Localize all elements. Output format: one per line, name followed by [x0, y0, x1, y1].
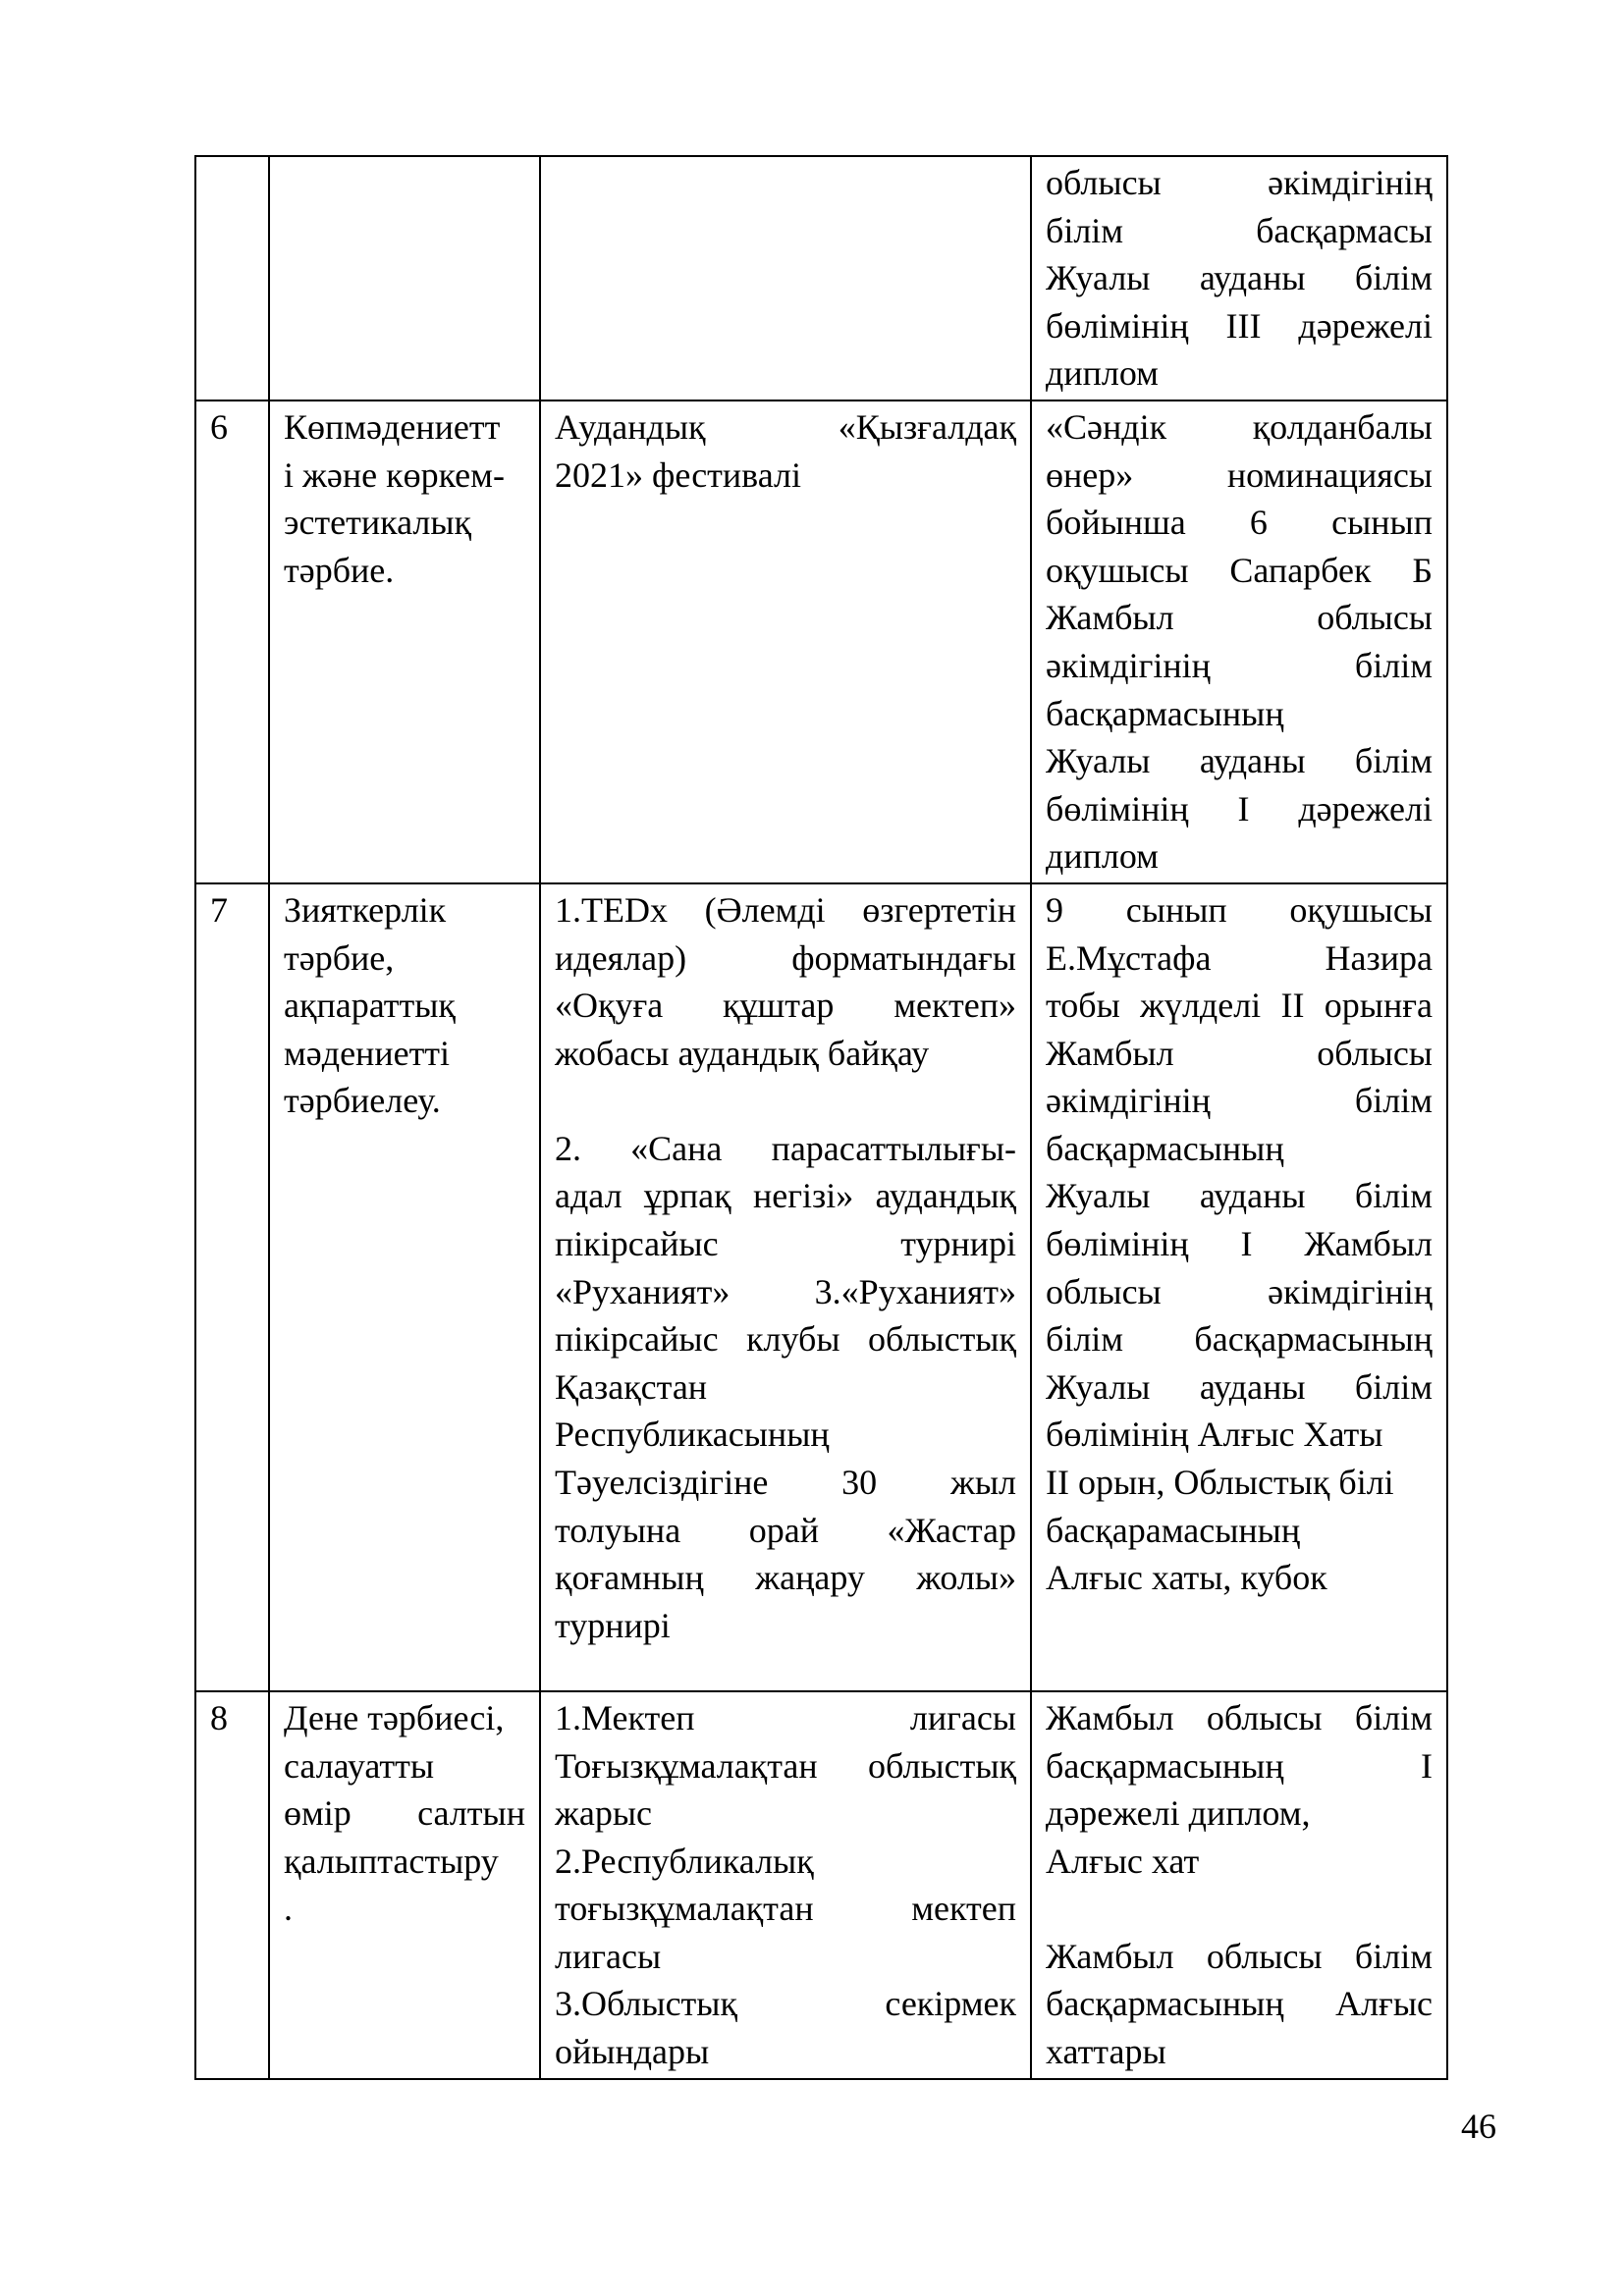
- cell-line: әкімдігінің білім: [1046, 1081, 1433, 1121]
- cell-line: бөлімінің I Жамбыл: [1046, 1224, 1433, 1264]
- cell-line: 2021» фестивалі: [555, 454, 801, 495]
- cell-line: 2.Республикалық: [555, 1841, 814, 1881]
- cell-line: өмір салтын: [284, 1793, 525, 1834]
- cell-line: 1.TEDx (Әлемді өзгертетін: [555, 889, 1016, 930]
- direction-cell: [269, 883, 540, 1691]
- cell-line: дәрежелі диплом,: [1046, 1793, 1311, 1834]
- cell-line: қалыптастыру: [284, 1841, 499, 1881]
- cell-line: білім басқармасының: [1046, 1319, 1433, 1360]
- cell-line: Жамбыл облысы білім: [1046, 1697, 1433, 1737]
- cell-line: тәрбиелеу.: [284, 1081, 441, 1121]
- cell-line: жарыс: [555, 1793, 653, 1834]
- cell-line: басқармасының: [1046, 1128, 1284, 1168]
- row-number-cell: 8: [195, 1691, 269, 2079]
- cell-line: «Оқуға құштар мектеп»: [555, 986, 1016, 1026]
- results-table: [194, 155, 1448, 2080]
- table-row: [195, 156, 1447, 400]
- cell-line: тобы жүлделі II орынға: [1046, 986, 1433, 1026]
- page-number: 46: [1461, 2107, 1496, 2146]
- cell-line: жобасы аудандық байқау: [555, 1033, 930, 1073]
- cell-line: диплом: [1046, 836, 1159, 877]
- cell-line: Зияткерлік: [284, 889, 447, 930]
- cell-line: Жамбыл облысы: [1046, 1033, 1433, 1073]
- result-cell: [1031, 883, 1447, 1691]
- cell-line: Тоғызқұмалақтан облыстық: [555, 1745, 1016, 1786]
- cell-line: Алғыс хаты, кубок: [1046, 1558, 1327, 1598]
- event-cell: [540, 400, 1031, 883]
- cell-line: 2. «Сана парасаттылығы-: [555, 1128, 1016, 1168]
- direction-cell: [269, 156, 540, 400]
- cell-line: .: [284, 1889, 293, 1929]
- cell-line: пікірсайыс клубы облыстық: [555, 1319, 1016, 1360]
- cell-line: Көпмәдениетт: [284, 406, 501, 447]
- cell-line: Жуалы ауданы білім: [1046, 258, 1433, 298]
- cell-line: Тәуелсіздігіне 30 жыл: [555, 1463, 1016, 1503]
- cell-line: турнирі: [555, 1605, 671, 1645]
- table-row: [195, 1691, 1447, 2079]
- event-cell: [540, 1691, 1031, 2079]
- result-cell: [1031, 400, 1447, 883]
- cell-line: Дене тәрбиесі,: [284, 1697, 505, 1737]
- cell-line: оқушысы Сапарбек Б: [1046, 550, 1433, 590]
- cell-line: басқармасының: [1046, 693, 1284, 733]
- cell-line: Е.Мұстафа Назира: [1046, 937, 1433, 978]
- cell-line: [1046, 1885, 1433, 1933]
- cell-line: облысы әкімдігінің: [1046, 1271, 1433, 1311]
- table-row: [195, 400, 1447, 883]
- cell-line: Аудандық «Қызғалдақ: [555, 406, 1016, 447]
- cell-line: II орын, Облыстық білі: [1046, 1463, 1394, 1503]
- cell-line: Алғыс хат: [1046, 1841, 1200, 1881]
- cell-line: [555, 1077, 1016, 1125]
- row-number-cell: 7: [195, 883, 269, 1691]
- cell-line: бойынша 6 сынып: [1046, 503, 1433, 543]
- event-cell: [540, 156, 1031, 400]
- cell-line: хаттары: [1046, 2032, 1166, 2072]
- cell-line: 3.Облыстық секірмек: [555, 1984, 1016, 2024]
- cell-line: ақпараттық: [284, 986, 456, 1026]
- event-cell: [540, 883, 1031, 1691]
- direction-cell: [269, 1691, 540, 2079]
- cell-line: пікірсайыс турнирі: [555, 1224, 1016, 1264]
- cell-line: толуына орай «Жастар: [555, 1510, 1016, 1550]
- cell-line: басқармасының I: [1046, 1745, 1433, 1786]
- cell-line: мәдениетті: [284, 1033, 451, 1073]
- row-number-cell: 6: [195, 400, 269, 883]
- cell-line: білім басқармасы: [1046, 210, 1433, 250]
- direction-cell: [269, 400, 540, 883]
- cell-line: бөлімінің III дәрежелі: [1046, 305, 1433, 346]
- cell-line: Жамбыл облысы: [1046, 598, 1433, 638]
- cell-line: тәрбие.: [284, 550, 395, 590]
- cell-line: «Сәндік қолданбалы: [1046, 406, 1433, 447]
- table-row: [195, 883, 1447, 1691]
- cell-line: тәрбие,: [284, 937, 395, 978]
- row-number-cell: [195, 156, 269, 400]
- cell-line: қоғамның жаңару жолы»: [555, 1558, 1016, 1598]
- cell-line: облысы әкімдігінің: [1046, 163, 1433, 202]
- cell-line: бөлімінің Алғыс Хаты: [1046, 1415, 1383, 1455]
- cell-line: диплом: [1046, 353, 1159, 394]
- cell-line: тоғызқұмалақтан мектеп: [555, 1889, 1016, 1929]
- result-cell: [1031, 156, 1447, 400]
- cell-line: басқарамасының: [1046, 1510, 1301, 1550]
- cell-line: әкімдігінің білім: [1046, 645, 1433, 685]
- cell-line: идеялар) форматындағы: [555, 937, 1016, 978]
- result-cell: [1031, 1691, 1447, 2079]
- cell-line: адал ұрпақ негізі» аудандық: [555, 1176, 1016, 1216]
- cell-line: Жамбыл облысы білім: [1046, 1936, 1433, 1976]
- cell-line: 1.Мектеп лигасы: [555, 1697, 1016, 1737]
- cell-line: эстетикалық: [284, 503, 472, 543]
- cell-line: Жуалы ауданы білім: [1046, 1176, 1433, 1216]
- cell-line: Жуалы ауданы білім: [1046, 1366, 1433, 1407]
- cell-line: лигасы: [555, 1936, 662, 1976]
- cell-line: Жуалы ауданы білім: [1046, 741, 1433, 781]
- cell-line: Қазақстан: [555, 1366, 708, 1407]
- cell-line: өнер» номинациясы: [1046, 454, 1433, 495]
- cell-line: і және көркем-: [284, 454, 505, 495]
- cell-line: Республикасының: [555, 1415, 830, 1455]
- cell-line: бөлімінің I дәрежелі: [1046, 788, 1433, 828]
- cell-line: басқармасының Алғыс: [1046, 1984, 1433, 2024]
- cell-line: «Руханият» 3.«Руханият»: [555, 1271, 1016, 1311]
- cell-line: ойындары: [555, 2032, 710, 2072]
- cell-line: салауатты: [284, 1745, 435, 1786]
- cell-line: 9 сынып оқушысы: [1046, 889, 1433, 930]
